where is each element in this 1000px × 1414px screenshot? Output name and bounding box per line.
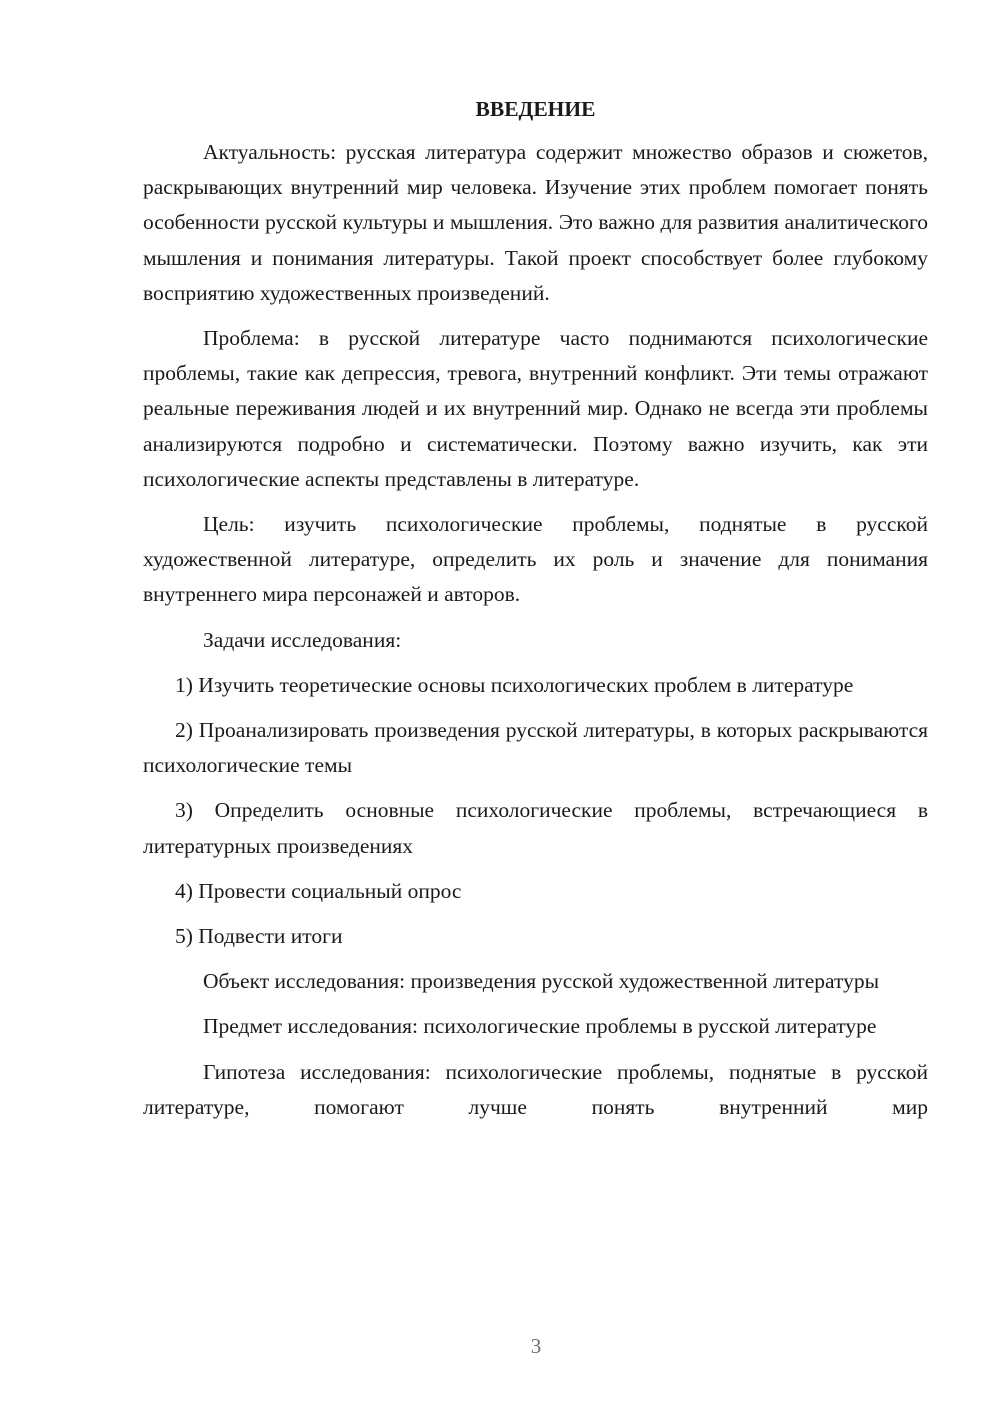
- subject-paragraph: Предмет исследования: психологические проблемы в русской литературе: [203, 1014, 877, 1039]
- goal-paragraph: Цель: изучить психологические проблемы, поднятые в русской художественной литературе, определить их роль и значение для понимания внутреннего мира персонажей и авторов.: [143, 512, 928, 607]
- tasks-heading: Задачи исследования:: [203, 627, 402, 652]
- task-item: 2) Проанализировать произведения русской литературы, в которых раскрываются психологические темы: [143, 718, 928, 778]
- problem-paragraph: Проблема: в русской литературе часто поднимаются психологические проблемы, такие как депрессия, тревога, внутренний конфликт. Эти темы отражают реальные переживания людей и их внутренний мир. Однако не всегда эти проблемы анализируются подробно и систематически. Поэтому важно изучить, как эти психологические аспекты представлены в литературе.: [143, 326, 928, 491]
- page-content: [143, 92, 928, 1135]
- page-number: [72, 1334, 1000, 1359]
- task-item: 3) Определить основные психологические проблемы, встречающиеся в литературных произведениях: [143, 798, 928, 858]
- page-title: ВВЕДЕНИЕ: [475, 97, 596, 121]
- hypothesis-paragraph: Гипотеза исследования: психологические проблемы, поднятые в русской литературе, помогают лучше понять внутренний мир: [143, 1059, 928, 1119]
- object-paragraph: Объект исследования: произведения русской художественной литературы: [203, 969, 880, 994]
- task-item: 4) Провести социальный опрос: [175, 878, 462, 903]
- task-item: 5) Подвести итоги: [175, 924, 343, 949]
- task-item: 1) Изучить теоретические основы психологических проблем в литературе: [175, 672, 854, 697]
- page-number-text: 3: [530, 1334, 542, 1358]
- relevance-paragraph: Актуальность: русская литература содержит множество образов и сюжетов, раскрывающих внутренний мир человека. Изучение этих проблем помогает понять особенности русской культуры и мышления. Это важно для развития аналитического мышления и понимания литературы. Такой проект способствует более глубокому восприятию художественных произведений.: [143, 140, 928, 305]
